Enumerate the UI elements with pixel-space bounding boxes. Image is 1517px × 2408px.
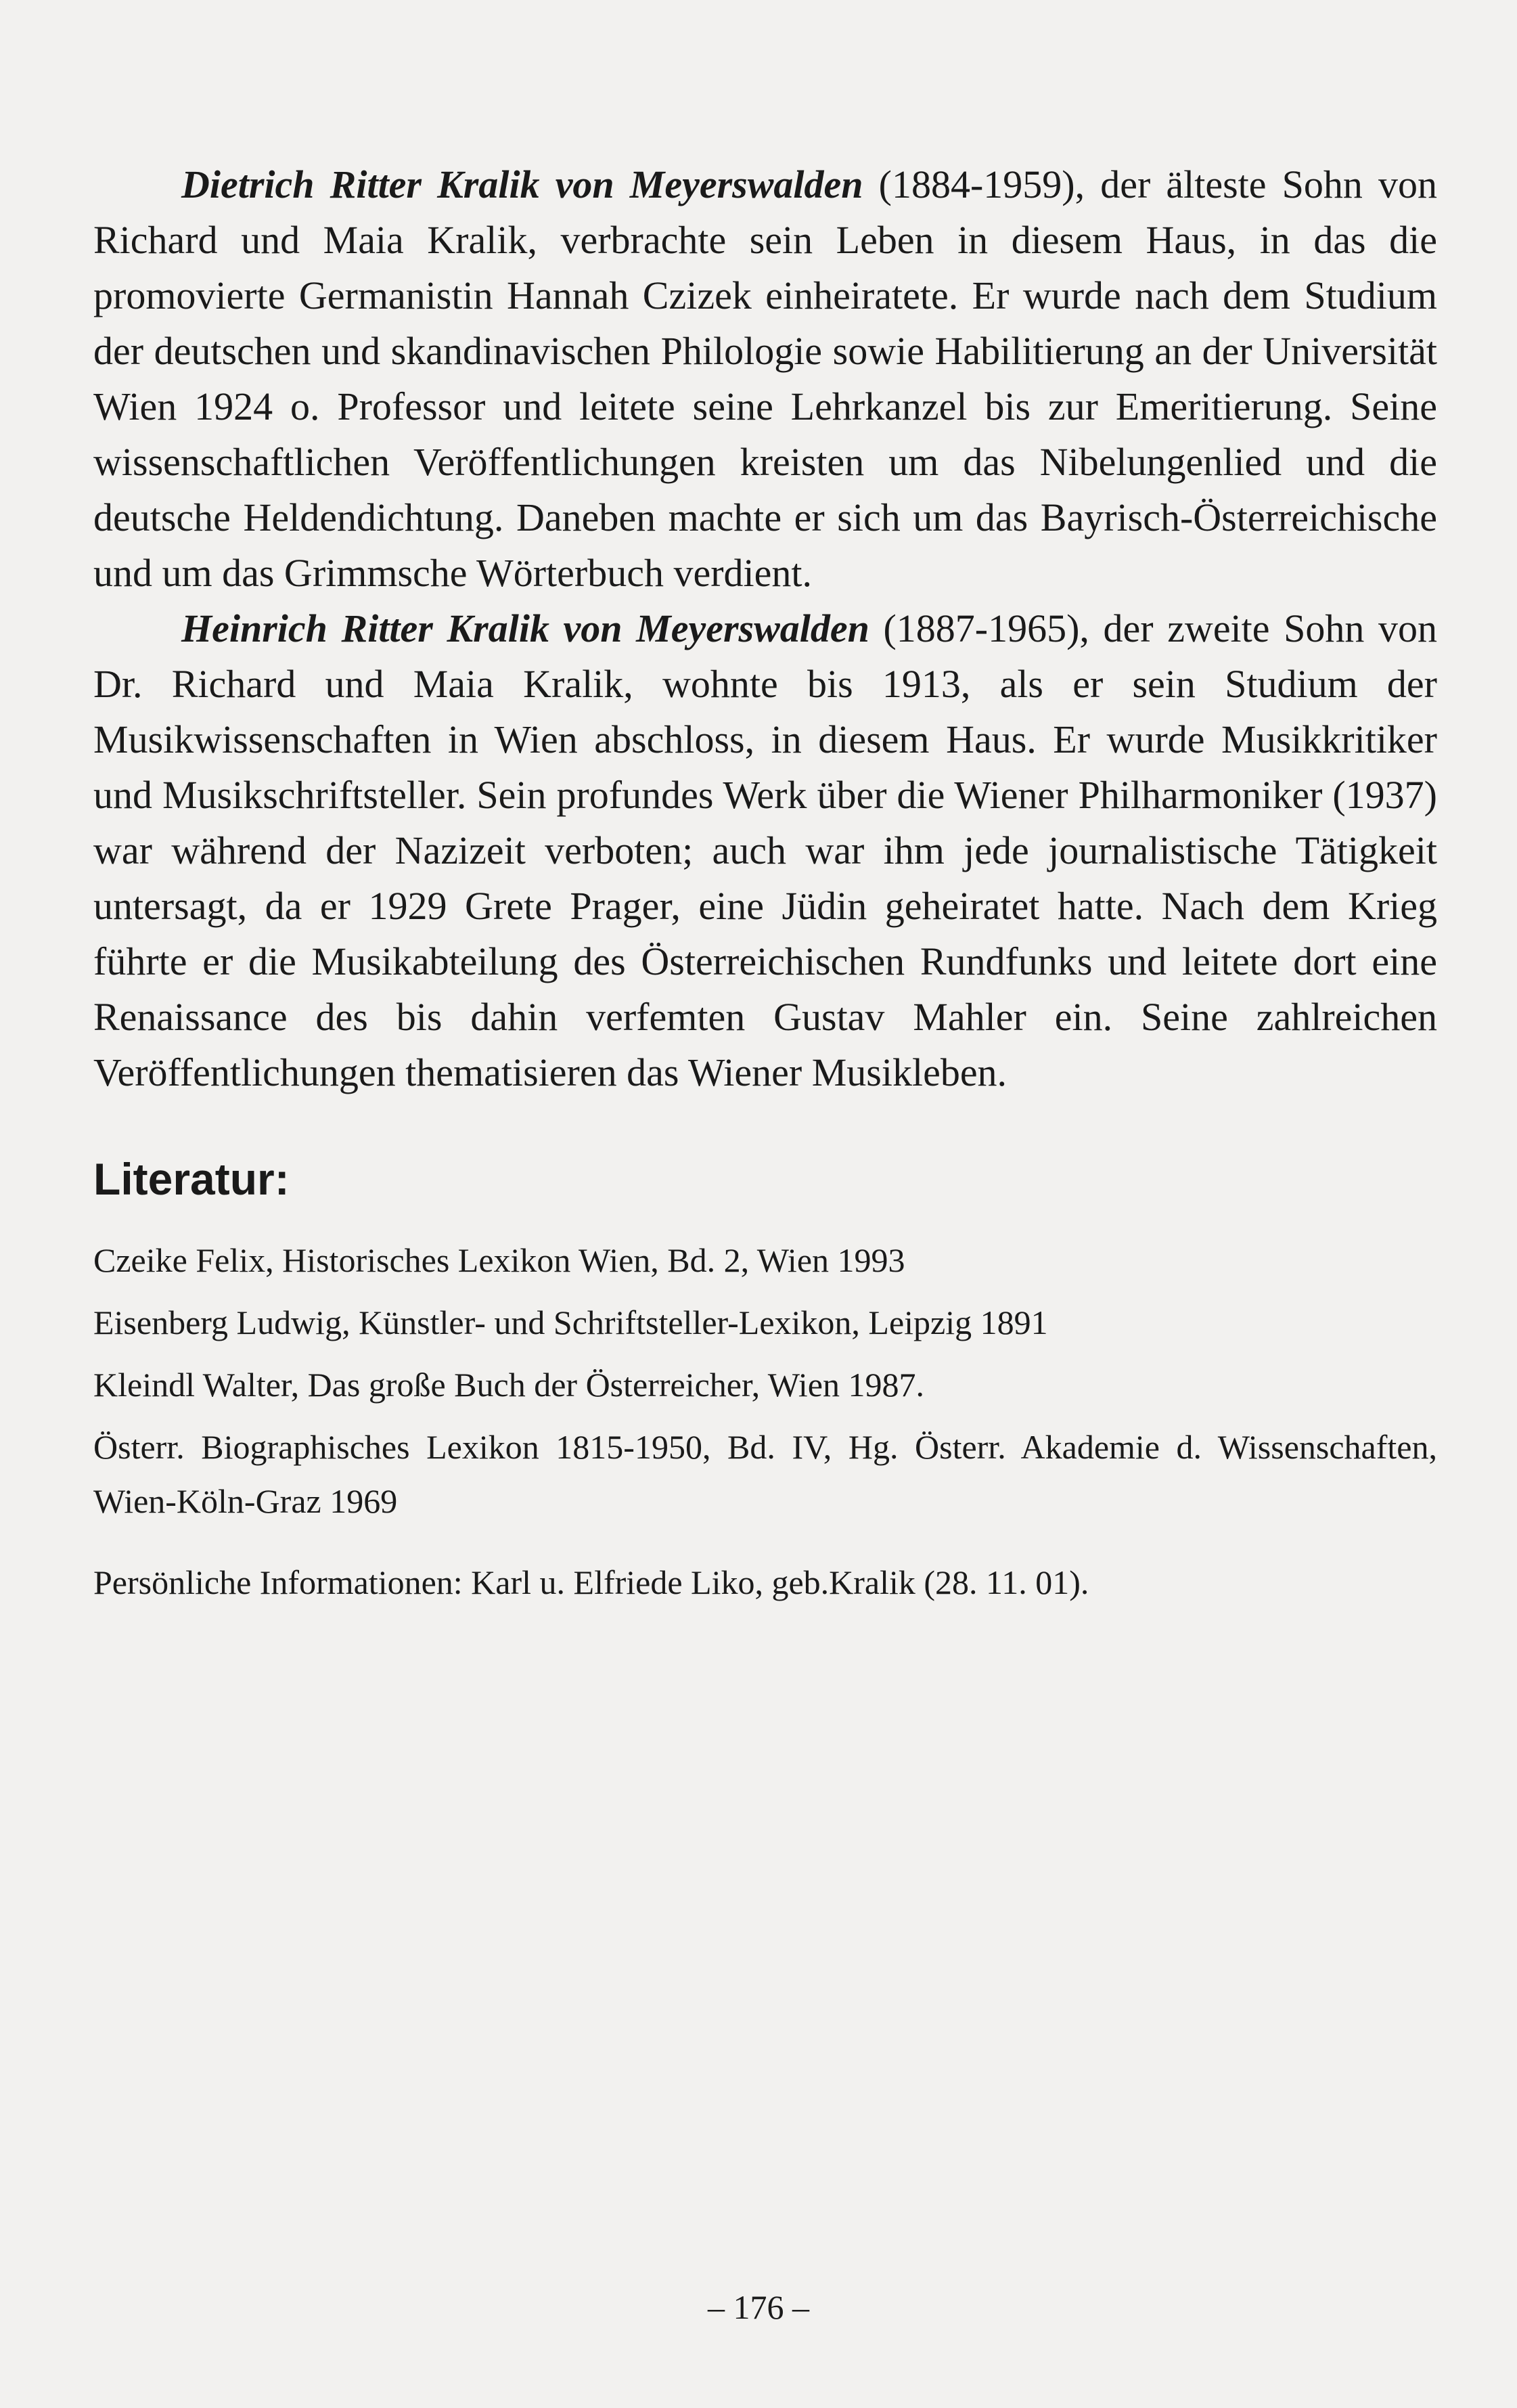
paragraph-dietrich xyxy=(93,157,1437,601)
document-page xyxy=(93,157,1437,1618)
literature-item: Persönliche Informationen: Karl u. Elfriede Liko, geb.Kralik (28. 11. 01). xyxy=(93,1563,1089,1601)
person-name-dietrich: Dietrich Ritter Kralik von Meyerswalden xyxy=(181,162,863,206)
literature-item: Eisenberg Ludwig, Künstler- und Schriftsteller-Lexikon, Leipzig 1891 xyxy=(93,1303,1048,1341)
page-number: – 176 – xyxy=(708,2288,809,2326)
paragraph-text-heinrich: (1887-1965), der zweite Sohn von Dr. Richard und Maia Kralik, wohnte bis 1913, als er sein Studium der Musikwissenschaften in Wien abschloss, in diesem Haus. Er wurde Musikkritiker und Musikschriftsteller. Sein profundes Werk über die Wiener Philharmoniker (1937) war während der Nazizeit verboten; auch war ihm jede journalistische Tätigkeit untersagt, da er 1929 Grete Prager, eine Jüdin geheiratet hatte. Nach dem Krieg führte er die Musikabteilung des Österreichischen Rundfunks und leitete dort eine Renaissance des bis dahin verfemten Gustav Mahler ein. Seine zahlreichen Veröffentlichungen thematisieren das Wiener Musikleben. xyxy=(93,606,1437,1094)
literature-item: Kleindl Walter, Das große Buch der Österreicher, Wien 1987. xyxy=(93,1366,925,1404)
literature-heading: Literatur: xyxy=(93,1154,290,1204)
paragraph-heinrich xyxy=(93,601,1437,1100)
person-name-heinrich: Heinrich Ritter Kralik von Meyerswalden xyxy=(181,606,869,650)
paragraph-text-dietrich: (1884-1959), der älteste Sohn von Richard und Maia Kralik, verbrachte sein Leben in diesem Haus, in das die promovierte Germanistin Hannah Czizek einheiratete. Er wurde nach dem Studium der deutschen und skandinavischen Philologie sowie Habilitierung an der Universität Wien 1924 o. Professor und leitete seine Lehrkanzel bis zur Emeritierung. Seine wissenschaftlichen Veröffentlichungen kreisten um das Nibelungenlied und die deutsche Heldendichtung. Daneben machte er sich um das Bayrisch-Österreichische und um das Grimmsche Wörterbuch verdient. xyxy=(93,162,1437,595)
literature-item: Czeike Felix, Historisches Lexikon Wien, Bd. 2, Wien 1993 xyxy=(93,1241,905,1279)
literature-list xyxy=(93,1233,1437,1609)
literature-item: Österr. Biographisches Lexikon 1815-1950, Bd. IV, Hg. Österr. Akademie d. Wissenschaften, Wien-Köln-Graz 1969 xyxy=(93,1428,1437,1520)
